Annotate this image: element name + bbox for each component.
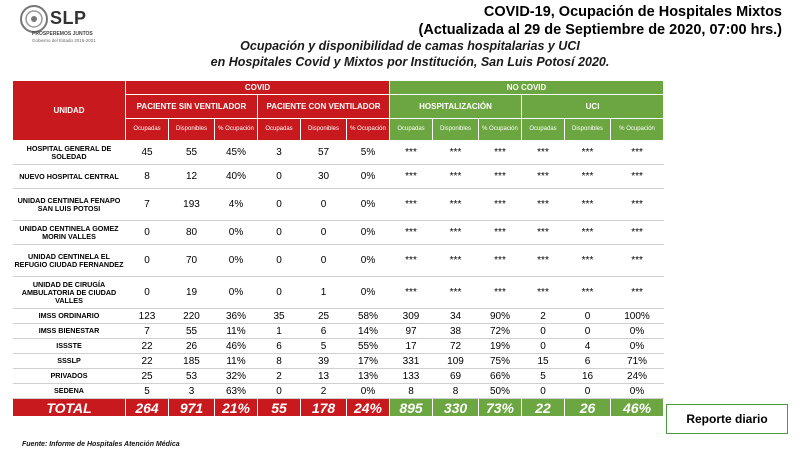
- table-cell: ***: [522, 189, 565, 221]
- table-cell: 39: [301, 354, 347, 369]
- table-cell: 13%: [347, 369, 390, 384]
- slp-emblem-icon: [18, 4, 50, 34]
- table-row: [13, 277, 664, 309]
- header-unidad: UNIDAD: [13, 81, 126, 141]
- table-cell: 0: [258, 384, 301, 399]
- table-cell: ***: [522, 141, 565, 165]
- table-cell: 15: [522, 354, 565, 369]
- table-cell: 14%: [347, 324, 390, 339]
- header-sin-ventilador: PACIENTE SIN VENTILADOR: [126, 95, 258, 119]
- table-cell: 5: [301, 339, 347, 354]
- table-cell: 0%: [215, 277, 258, 309]
- table-cell: 6: [258, 339, 301, 354]
- table-cell: 55: [169, 324, 215, 339]
- subheader-ocupadas: Ocupadas: [258, 119, 301, 141]
- table-cell: 133: [390, 369, 433, 384]
- total-label: TOTAL: [13, 399, 126, 417]
- header-con-ventilador: PACIENTE CON VENTILADOR: [258, 95, 390, 119]
- subheader-ocupacion: % Ocupación: [611, 119, 664, 141]
- table-cell: 0%: [347, 384, 390, 399]
- table-cell: 100%: [611, 309, 664, 324]
- table-cell: 0: [301, 189, 347, 221]
- total-cell: 22: [522, 399, 565, 417]
- subheader-disponibles: Disponibles: [565, 119, 611, 141]
- table-cell: 220: [169, 309, 215, 324]
- table-cell: ***: [522, 277, 565, 309]
- total-cell: 264: [126, 399, 169, 417]
- unit-name: UNIDAD CENTINELA GOMEZ MORIN VALLES: [13, 221, 126, 245]
- table-cell: ***: [611, 277, 664, 309]
- table-cell: 11%: [215, 354, 258, 369]
- source-note: Fuente: Informe de Hospitales Atención Médica: [22, 441, 180, 448]
- table-cell: 72: [433, 339, 479, 354]
- total-cell: 21%: [215, 399, 258, 417]
- subheader-disponibles: Disponibles: [169, 119, 215, 141]
- table-cell: ***: [522, 165, 565, 189]
- table-cell: ***: [611, 189, 664, 221]
- table-cell: ***: [565, 189, 611, 221]
- table-cell: 30: [301, 165, 347, 189]
- unit-name: UNIDAD CENTINELA FENAPO SAN LUIS POTOSI: [13, 189, 126, 221]
- table-cell: 0: [258, 165, 301, 189]
- table-cell: ***: [479, 277, 522, 309]
- page-title: [419, 3, 782, 39]
- title-line-1: COVID-19, Ocupación de Hospitales Mixtos: [483, 4, 782, 20]
- total-cell: 46%: [611, 399, 664, 417]
- unit-name: ISSSTE: [13, 339, 126, 354]
- table-cell: 12: [169, 165, 215, 189]
- table-cell: 8: [390, 384, 433, 399]
- table-cell: 0%: [347, 221, 390, 245]
- table-cell: 8: [258, 354, 301, 369]
- table-row: [13, 141, 664, 165]
- table-cell: 32%: [215, 369, 258, 384]
- table-cell: 55%: [347, 339, 390, 354]
- unit-name: SSSLP: [13, 354, 126, 369]
- table-cell: 50%: [479, 384, 522, 399]
- table-row: [13, 339, 664, 354]
- table-cell: 71%: [611, 354, 664, 369]
- table-cell: 4: [565, 339, 611, 354]
- table-cell: ***: [433, 245, 479, 277]
- table-cell: 7: [126, 189, 169, 221]
- table-cell: 3: [169, 384, 215, 399]
- table-cell: 309: [390, 309, 433, 324]
- total-cell: 55: [258, 399, 301, 417]
- table-cell: 6: [301, 324, 347, 339]
- page-subtitle: [150, 38, 670, 70]
- table-cell: ***: [479, 221, 522, 245]
- table-cell: 0%: [611, 339, 664, 354]
- table-cell: 8: [126, 165, 169, 189]
- table-cell: 5%: [347, 141, 390, 165]
- table-row: [13, 165, 664, 189]
- unit-name: PRIVADOS: [13, 369, 126, 384]
- table-cell: 5: [126, 384, 169, 399]
- table-cell: 185: [169, 354, 215, 369]
- subheader-disponibles: Disponibles: [301, 119, 347, 141]
- table-cell: 1: [258, 324, 301, 339]
- subtitle-line-2: en Hospitales Covid y Mixtos por Institución, San Luis Potosí 2020.: [210, 55, 610, 69]
- table-cell: ***: [611, 165, 664, 189]
- table-row: [13, 384, 664, 399]
- table-cell: 8: [433, 384, 479, 399]
- table-cell: ***: [433, 141, 479, 165]
- table-cell: ***: [433, 189, 479, 221]
- table-cell: 0: [301, 221, 347, 245]
- title-line-2: (Actualizada al 29 de Septiembre de 2020, 07:00 hrs.): [418, 22, 782, 38]
- table-cell: ***: [479, 165, 522, 189]
- occupancy-table: [12, 80, 664, 417]
- table-cell: ***: [611, 141, 664, 165]
- table-cell: ***: [611, 245, 664, 277]
- table-cell: 34: [433, 309, 479, 324]
- table-cell: ***: [479, 245, 522, 277]
- table-cell: 22: [126, 339, 169, 354]
- subheader-ocupadas: Ocupadas: [522, 119, 565, 141]
- table-row: [13, 309, 664, 324]
- table-row: [13, 245, 664, 277]
- table-cell: 4%: [215, 189, 258, 221]
- table-cell: ***: [390, 245, 433, 277]
- header-covid: COVID: [126, 81, 390, 95]
- subheader-ocupacion: % Ocupación: [347, 119, 390, 141]
- total-row: [13, 399, 664, 417]
- table-cell: 38: [433, 324, 479, 339]
- total-cell: 73%: [479, 399, 522, 417]
- table-cell: 0: [565, 309, 611, 324]
- table-cell: ***: [433, 221, 479, 245]
- table-cell: 0%: [347, 277, 390, 309]
- unit-name: HOSPITAL GENERAL DE SOLEDAD: [13, 141, 126, 165]
- logo-tagline: PROSPEREMOS JUNTOS: [32, 31, 93, 37]
- table-cell: 0%: [347, 189, 390, 221]
- table-cell: 22: [126, 354, 169, 369]
- table-row: [13, 221, 664, 245]
- table-cell: 17%: [347, 354, 390, 369]
- subheader-ocupadas: Ocupadas: [126, 119, 169, 141]
- table-cell: ***: [390, 165, 433, 189]
- table-cell: 80: [169, 221, 215, 245]
- header-uci: UCI: [522, 95, 664, 119]
- table-cell: 0: [522, 339, 565, 354]
- table-cell: 0: [301, 245, 347, 277]
- total-cell: 895: [390, 399, 433, 417]
- table-cell: 66%: [479, 369, 522, 384]
- table-cell: 2: [522, 309, 565, 324]
- table-cell: 72%: [479, 324, 522, 339]
- table-row: [13, 189, 664, 221]
- table-cell: 0%: [347, 245, 390, 277]
- table-cell: 0: [258, 189, 301, 221]
- table-cell: 0%: [611, 324, 664, 339]
- reporte-diario-label: Reporte diario: [666, 404, 788, 434]
- table-cell: 2: [258, 369, 301, 384]
- unit-name: IMSS BIENESTAR: [13, 324, 126, 339]
- total-cell: 26: [565, 399, 611, 417]
- table-cell: 25: [126, 369, 169, 384]
- table-cell: 0: [565, 324, 611, 339]
- table-cell: 63%: [215, 384, 258, 399]
- table-cell: 58%: [347, 309, 390, 324]
- table-cell: 1: [301, 277, 347, 309]
- table-cell: 0: [258, 245, 301, 277]
- table-cell: 53: [169, 369, 215, 384]
- table-cell: 6: [565, 354, 611, 369]
- table-cell: 11%: [215, 324, 258, 339]
- total-cell: 971: [169, 399, 215, 417]
- table-cell: 69: [433, 369, 479, 384]
- total-cell: 178: [301, 399, 347, 417]
- table-cell: 45%: [215, 141, 258, 165]
- table-cell: ***: [390, 277, 433, 309]
- table-cell: 0%: [215, 221, 258, 245]
- table-row: [13, 324, 664, 339]
- table-row: [13, 354, 664, 369]
- table-cell: 0: [126, 221, 169, 245]
- table-cell: ***: [522, 221, 565, 245]
- subheader-ocupadas: Ocupadas: [390, 119, 433, 141]
- subheader-ocupacion: % Ocupación: [215, 119, 258, 141]
- table-cell: 40%: [215, 165, 258, 189]
- table-cell: 45: [126, 141, 169, 165]
- table-cell: 19: [169, 277, 215, 309]
- table-cell: 90%: [479, 309, 522, 324]
- table-cell: ***: [433, 165, 479, 189]
- table-cell: 331: [390, 354, 433, 369]
- table-cell: 0: [565, 384, 611, 399]
- table-cell: 109: [433, 354, 479, 369]
- table-cell: 5: [522, 369, 565, 384]
- table-cell: ***: [522, 245, 565, 277]
- subheader-disponibles: Disponibles: [433, 119, 479, 141]
- table-cell: ***: [611, 221, 664, 245]
- logo-brand: SLP: [50, 8, 87, 28]
- table-cell: ***: [565, 277, 611, 309]
- unit-name: UNIDAD DE CIRUGÍA AMBULATORIA DE CIUDAD VALLES: [13, 277, 126, 309]
- table-cell: 0: [258, 221, 301, 245]
- table-cell: 97: [390, 324, 433, 339]
- subheader-ocupacion: % Ocupación: [479, 119, 522, 141]
- table-cell: 17: [390, 339, 433, 354]
- table-row: [13, 369, 664, 384]
- unit-name: NUEVO HOSPITAL CENTRAL: [13, 165, 126, 189]
- table-cell: ***: [390, 189, 433, 221]
- table-cell: 70: [169, 245, 215, 277]
- table-cell: 75%: [479, 354, 522, 369]
- table-cell: 7: [126, 324, 169, 339]
- table-cell: 0: [522, 384, 565, 399]
- total-cell: 24%: [347, 399, 390, 417]
- header-no-covid: NO COVID: [390, 81, 664, 95]
- header-hospitalizacion: HOSPITALIZACIÓN: [390, 95, 522, 119]
- table-cell: 0: [126, 245, 169, 277]
- table-cell: 193: [169, 189, 215, 221]
- table-cell: 55: [169, 141, 215, 165]
- table-cell: ***: [565, 221, 611, 245]
- table-cell: 0: [258, 277, 301, 309]
- table-cell: ***: [433, 277, 479, 309]
- table-cell: 0%: [347, 165, 390, 189]
- table-cell: ***: [565, 165, 611, 189]
- slp-logo: [16, 4, 126, 46]
- table-cell: 26: [169, 339, 215, 354]
- unit-name: SEDENA: [13, 384, 126, 399]
- table-cell: ***: [565, 141, 611, 165]
- table-cell: 25: [301, 309, 347, 324]
- table-cell: ***: [390, 141, 433, 165]
- table-cell: 57: [301, 141, 347, 165]
- table-cell: 3: [258, 141, 301, 165]
- table-cell: 46%: [215, 339, 258, 354]
- table-cell: 0%: [611, 384, 664, 399]
- table-cell: 123: [126, 309, 169, 324]
- table-cell: 35: [258, 309, 301, 324]
- table-cell: ***: [479, 189, 522, 221]
- table-cell: 0: [126, 277, 169, 309]
- table-cell: 19%: [479, 339, 522, 354]
- table-cell: 16: [565, 369, 611, 384]
- unit-name: IMSS ORDINARIO: [13, 309, 126, 324]
- table-cell: 24%: [611, 369, 664, 384]
- table-cell: ***: [565, 245, 611, 277]
- table-cell: 0%: [215, 245, 258, 277]
- table-cell: ***: [479, 141, 522, 165]
- table-cell: ***: [390, 221, 433, 245]
- total-cell: 330: [433, 399, 479, 417]
- table-cell: 0: [522, 324, 565, 339]
- subtitle-line-1: Ocupación y disponibilidad de camas hospitalarias y UCI: [240, 39, 580, 53]
- table-cell: 2: [301, 384, 347, 399]
- table-cell: 36%: [215, 309, 258, 324]
- unit-name: UNIDAD CENTINELA EL REFUGIO CIUDAD FERNANDEZ: [13, 245, 126, 277]
- logo-subtitle: Gobierno del Estado 2015-2021: [32, 38, 96, 43]
- table-cell: 13: [301, 369, 347, 384]
